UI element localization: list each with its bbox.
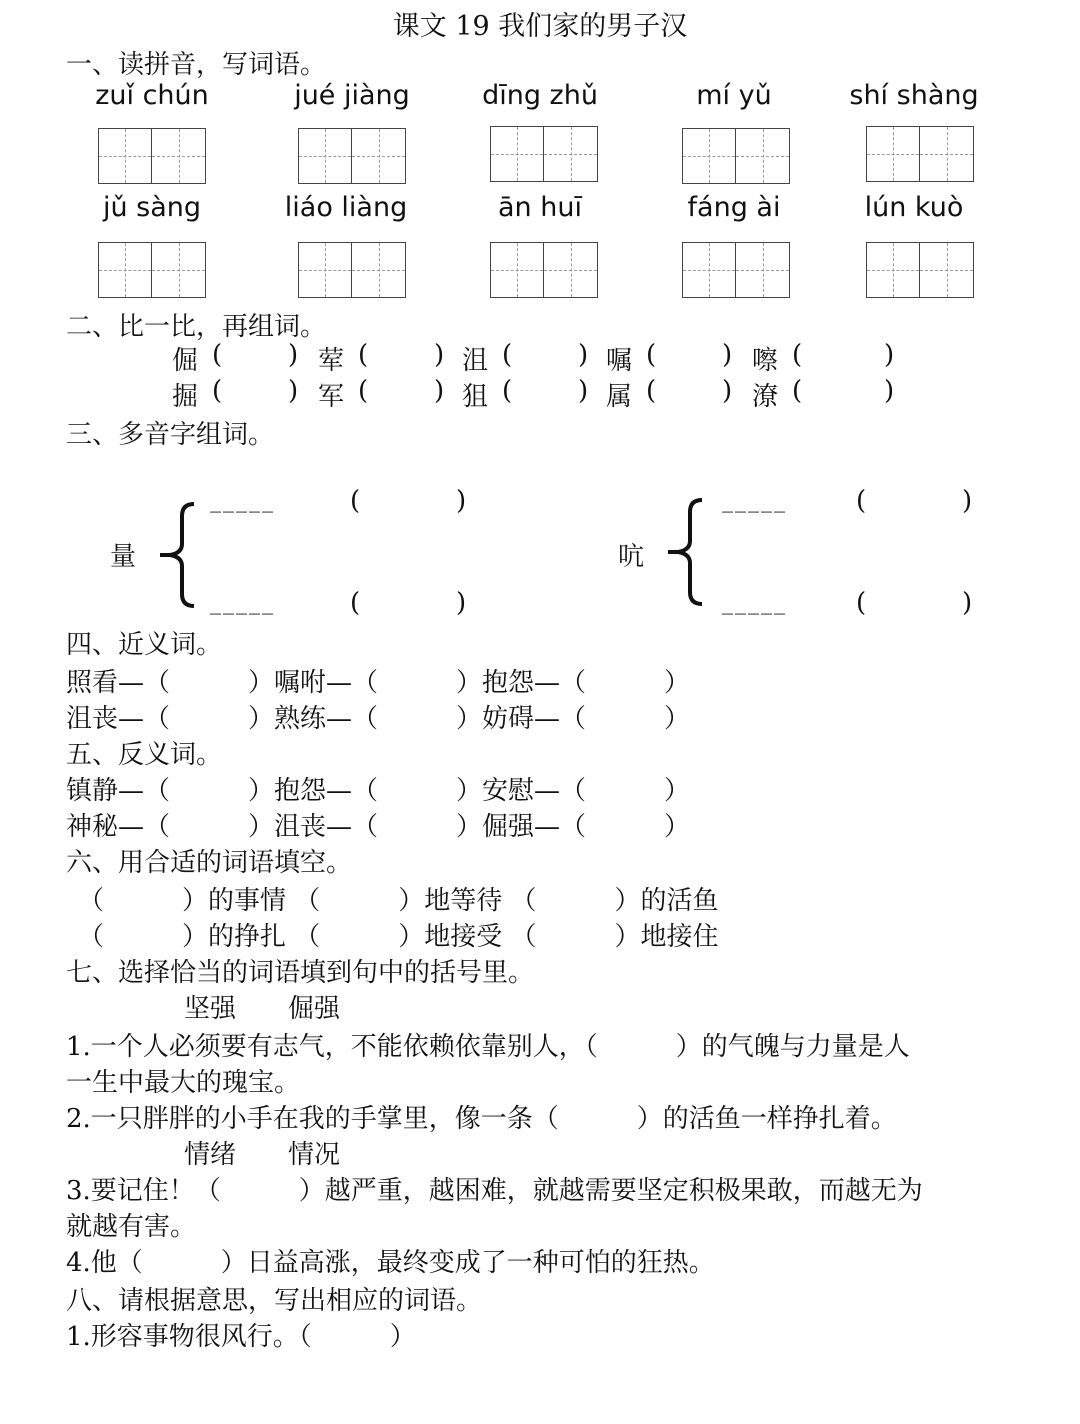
page-title: 课文 19 我们家的男子汉 — [392, 11, 688, 42]
paren-close: ) — [456, 486, 467, 516]
paren-open: ( — [792, 376, 803, 406]
paren-close: ) — [884, 340, 895, 370]
section-5-heading: 五、反义词。 — [66, 740, 223, 770]
paren-close: ) — [456, 588, 467, 618]
answer-blank[interactable]: _____ — [722, 488, 787, 513]
pinyin-2-4: fáng ài — [687, 192, 781, 223]
antonym-line-1: 镇静—（ ）抱怨—（ ）安慰—（ ） — [66, 776, 691, 806]
compare-char-2-4: 属 — [606, 382, 633, 412]
section-7-heading: 七、选择恰当的词语填到句中的括号里。 — [66, 958, 535, 988]
paren-open: ( — [350, 588, 361, 618]
compare-char-2-3: 狙 — [462, 382, 489, 412]
compare-char-1-2: 荤 — [318, 346, 345, 376]
paren-open: ( — [792, 340, 803, 370]
paren-open: ( — [350, 486, 361, 516]
paren-open: ( — [856, 486, 867, 516]
antonym-line-2: 神秘—（ ）沮丧—（ ）倔强—（ ） — [66, 812, 691, 842]
pinyin-1-4: mí yǔ — [696, 80, 772, 111]
paren-close: ) — [434, 340, 445, 370]
question-1-line-2: 一生中最大的瑰宝。 — [66, 1068, 301, 1098]
brace-icon — [660, 496, 710, 608]
paren-open: ( — [358, 376, 369, 406]
question-2: 2.一只胖胖的小手在我的手掌里，像一条（ ）的活鱼一样挣扎着。 — [66, 1104, 897, 1134]
pinyin-2-3: ān huī — [498, 192, 582, 223]
word-options-1: 坚强 倔强 — [184, 994, 341, 1024]
paren-close: ) — [722, 340, 733, 370]
compare-char-2-1: 掘 — [172, 382, 199, 412]
synonym-line-1: 照看—（ ）嘱咐—（ ）抱怨—（ ） — [66, 668, 691, 698]
paren-close: ) — [288, 376, 299, 406]
writing-box-2-2[interactable] — [298, 242, 406, 298]
section-3-heading: 三、多音字组词。 — [66, 420, 275, 450]
writing-box-1-3[interactable] — [490, 126, 598, 182]
writing-box-2-4[interactable] — [682, 242, 790, 298]
section-4-heading: 四、近义词。 — [66, 630, 223, 660]
paren-close: ) — [722, 376, 733, 406]
paren-open: ( — [358, 340, 369, 370]
answer-blank[interactable]: _____ — [210, 590, 275, 615]
compare-char-1-4: 嘱 — [606, 346, 633, 376]
question-3-line-1: 3.要记住！（ ）越严重，越困难，就越需要坚定积极果敢，而越无为 — [66, 1176, 923, 1206]
polyphone-char-2: 吭 — [618, 542, 645, 572]
question-4: 4.他（ ）日益高涨，最终变成了一种可怕的狂热。 — [66, 1248, 715, 1278]
polyphone-char-1: 量 — [110, 542, 137, 572]
paren-open: ( — [646, 376, 657, 406]
brace-icon — [152, 500, 202, 610]
section-8-heading: 八、请根据意思，写出相应的词语。 — [66, 1286, 483, 1316]
paren-close: ) — [578, 340, 589, 370]
paren-open: ( — [856, 588, 867, 618]
paren-close: ) — [962, 486, 973, 516]
section-1-heading: 一、读拼音，写词语。 — [66, 50, 327, 80]
writing-box-1-1[interactable] — [98, 128, 206, 184]
writing-box-1-2[interactable] — [298, 128, 406, 184]
compare-char-1-3: 沮 — [462, 346, 489, 376]
writing-box-2-1[interactable] — [98, 242, 206, 298]
compare-char-2-2: 军 — [318, 382, 345, 412]
pinyin-1-3: dīng zhǔ — [482, 80, 598, 111]
fill-line-2: （ ）的挣扎 （ ）地接受 （ ）地接住 — [78, 922, 719, 952]
paren-open: ( — [646, 340, 657, 370]
compare-char-1-5: 嚓 — [752, 346, 779, 376]
fill-line-1: （ ）的事情 （ ）地等待 （ ）的活鱼 — [78, 886, 719, 916]
pinyin-2-1: jǔ sàng — [102, 192, 202, 223]
paren-close: ) — [288, 340, 299, 370]
word-options-2: 情绪 情况 — [184, 1140, 341, 1170]
question-1-line-1: 1.一个人必须要有志气，不能依赖依靠别人，（ ）的气魄与力量是人 — [66, 1032, 910, 1062]
answer-blank[interactable]: _____ — [722, 590, 787, 615]
paren-open: ( — [212, 340, 223, 370]
writing-box-1-5[interactable] — [866, 126, 974, 182]
paren-close: ) — [434, 376, 445, 406]
compare-char-2-5: 潦 — [752, 382, 779, 412]
synonym-line-2: 沮丧—（ ）熟练—（ ）妨碍—（ ） — [66, 704, 691, 734]
paren-close: ) — [884, 376, 895, 406]
writing-box-2-3[interactable] — [490, 242, 598, 298]
writing-box-2-5[interactable] — [866, 242, 974, 298]
pinyin-2-2: liáo liàng — [284, 192, 408, 223]
paren-close: ) — [578, 376, 589, 406]
paren-open: ( — [502, 376, 513, 406]
writing-box-1-4[interactable] — [682, 128, 790, 184]
paren-open: ( — [502, 340, 513, 370]
pinyin-2-5: lún kuò — [864, 192, 964, 223]
answer-blank[interactable]: _____ — [210, 488, 275, 513]
section-2-heading: 二、比一比，再组词。 — [66, 312, 327, 342]
question-3-line-2: 就越有害。 — [66, 1212, 197, 1242]
pinyin-1-2: jué jiàng — [294, 80, 410, 111]
pinyin-1-1: zuǐ chún — [95, 80, 209, 111]
section-6-heading: 六、用合适的词语填空。 — [66, 848, 353, 878]
compare-char-1-1: 倔 — [172, 346, 199, 376]
paren-close: ) — [962, 588, 973, 618]
meaning-question-1: 1.形容事物很风行。（ ） — [66, 1322, 416, 1352]
paren-open: ( — [212, 376, 223, 406]
pinyin-1-5: shí shàng — [849, 80, 979, 111]
